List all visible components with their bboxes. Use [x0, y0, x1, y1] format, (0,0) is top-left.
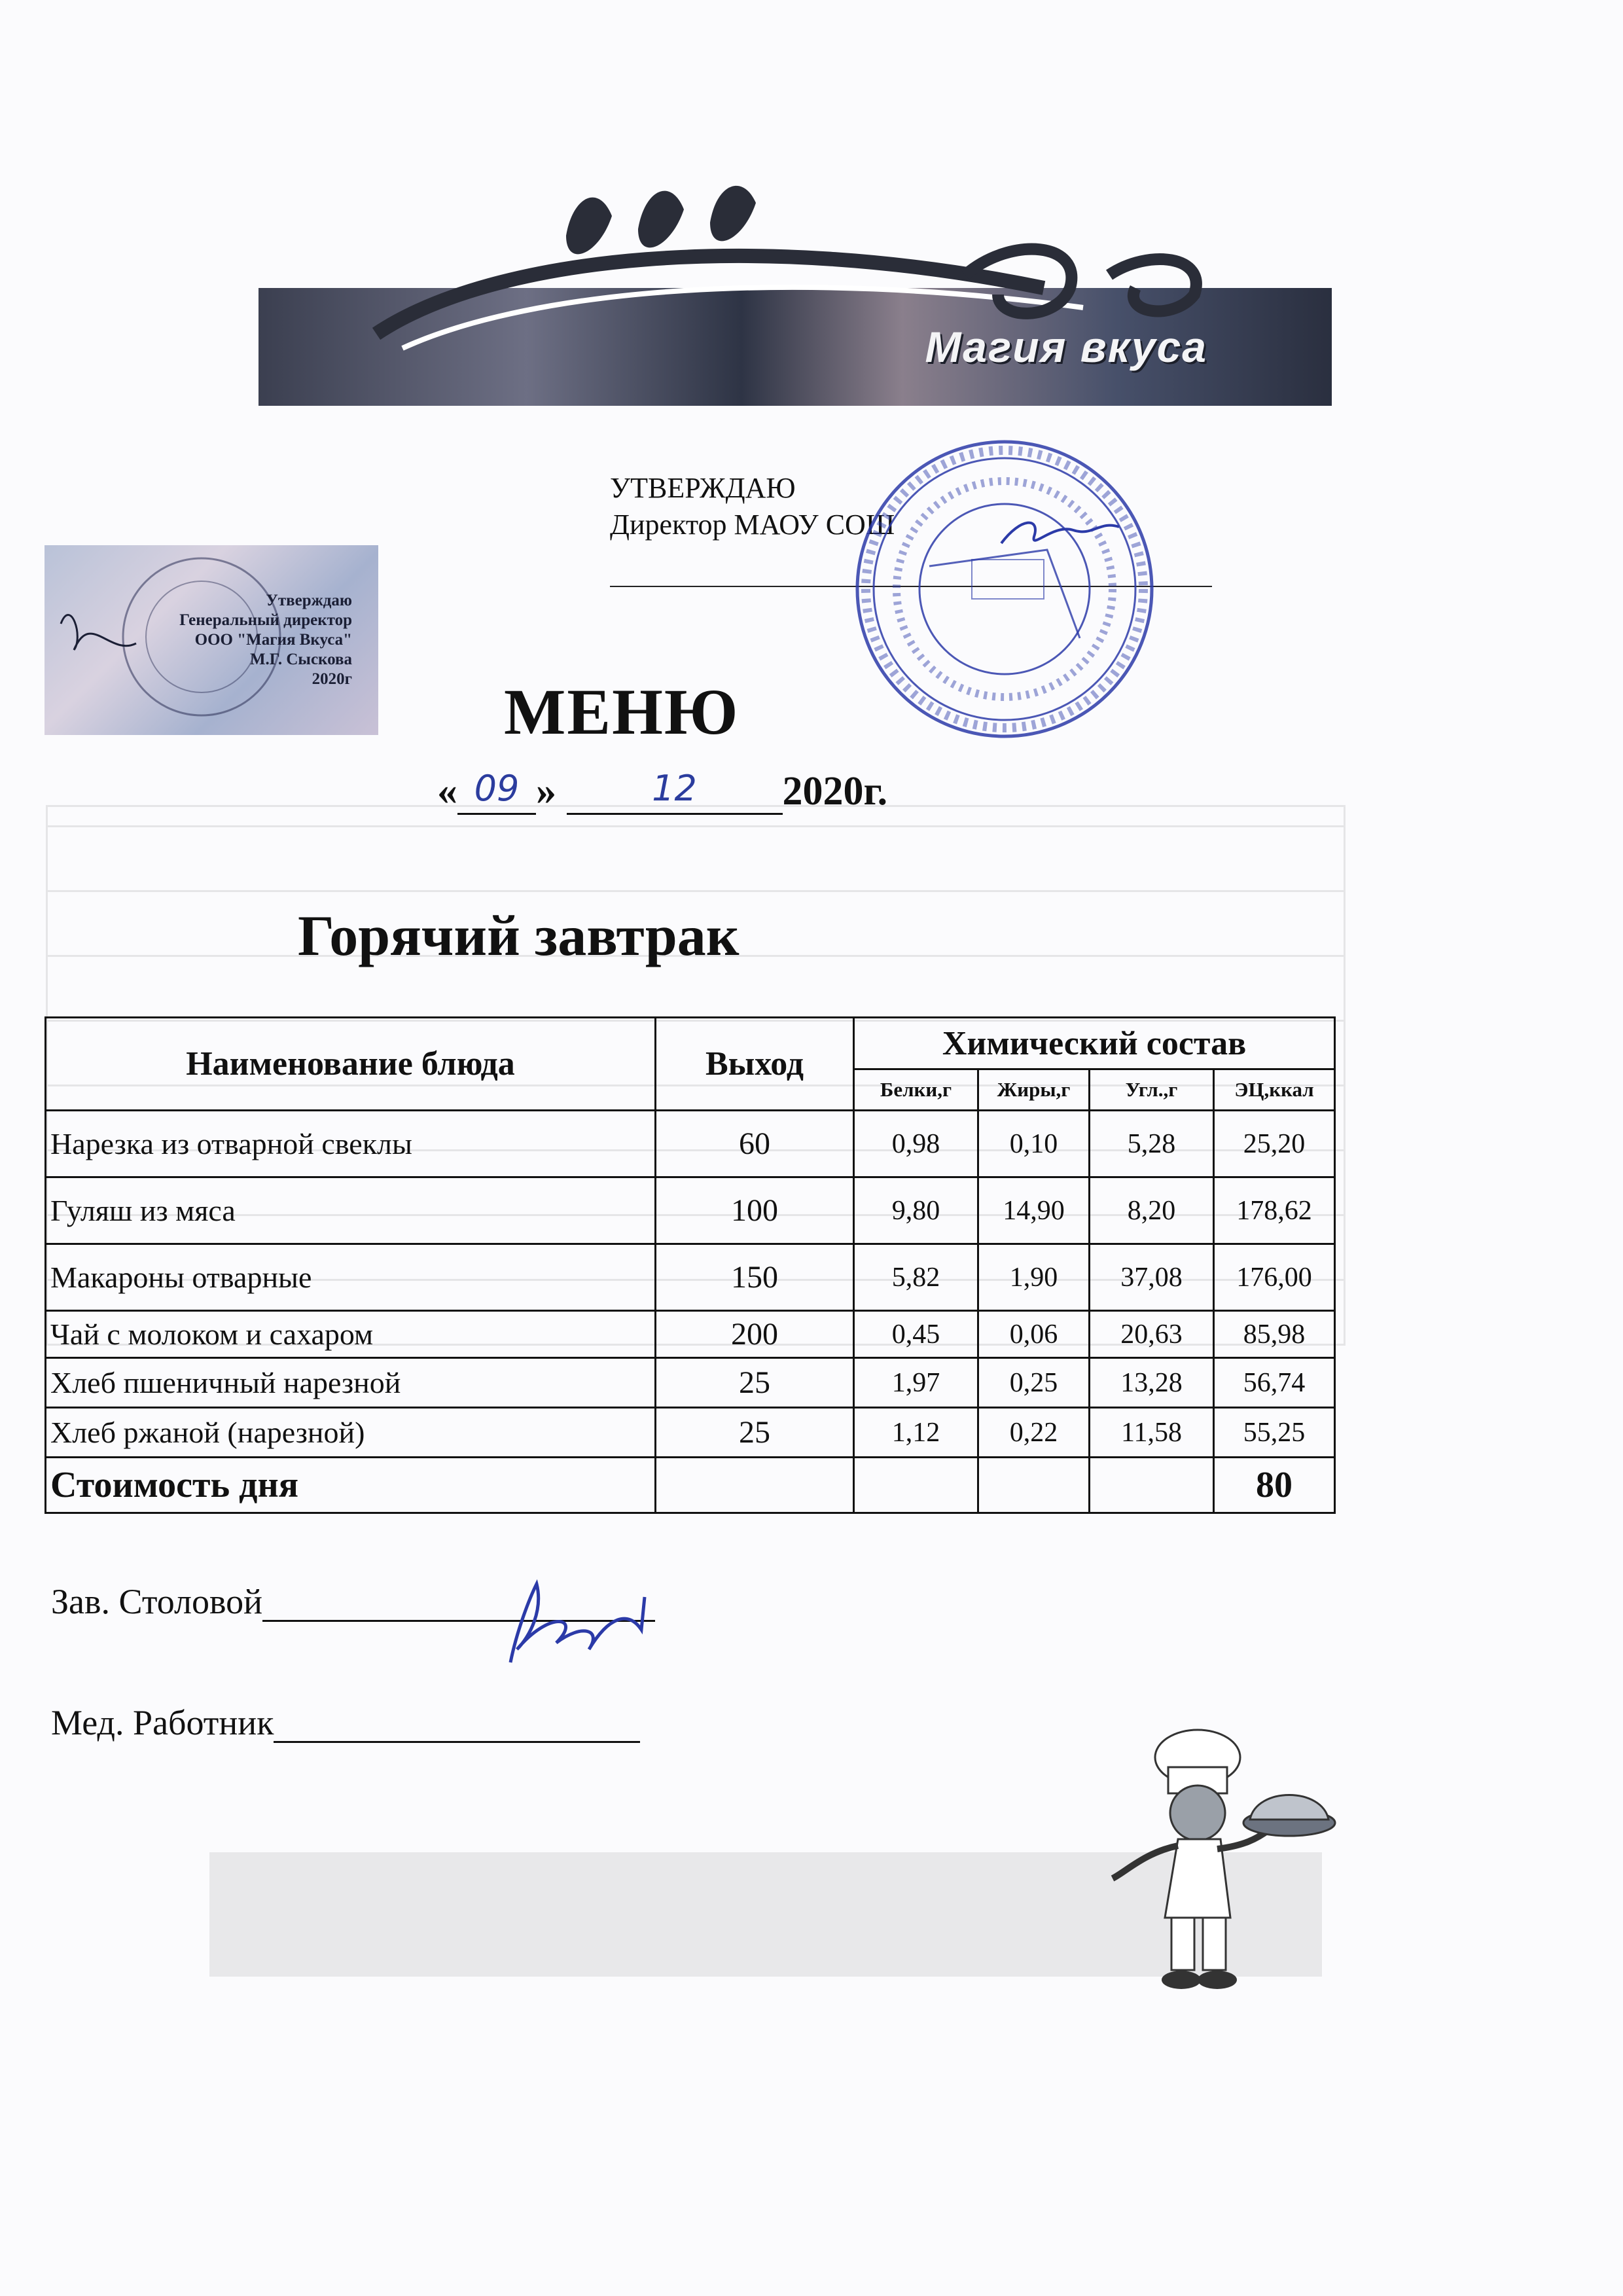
dish-protein: 0,98 [854, 1111, 978, 1177]
date-day: 09 [474, 768, 520, 809]
date-month: 12 [652, 768, 697, 809]
dish-protein: 9,80 [854, 1177, 978, 1244]
dish-output: 200 [656, 1311, 854, 1358]
company-approval-stamp [45, 545, 378, 735]
header-carb: Угл.,г [1090, 1069, 1214, 1111]
date-year: 2020г. [782, 769, 888, 814]
dish-fat: 0,06 [978, 1311, 1090, 1358]
dish-energy: 176,00 [1214, 1244, 1335, 1311]
header-fat: Жиры,г [978, 1069, 1090, 1111]
total-empty-cell [854, 1458, 978, 1513]
dish-protein: 5,82 [854, 1244, 978, 1311]
dish-name: Хлеб ржаной (нарезной) [46, 1408, 656, 1458]
header-energy: ЭЦ,ккал [1214, 1069, 1335, 1111]
header-chem: Химический состав [854, 1018, 1335, 1069]
total-empty-cell [978, 1458, 1090, 1513]
canteen-signature-icon [491, 1571, 661, 1676]
dish-name: Макароны отварные [46, 1244, 656, 1311]
table-row [46, 1311, 1335, 1358]
dish-protein: 1,97 [854, 1358, 978, 1408]
medic-label: Мед. Работник [51, 1703, 274, 1742]
date-month-slot [567, 766, 783, 815]
table-row [46, 1177, 1335, 1244]
logo-text: Магия вкуса [925, 323, 1207, 371]
table-row [46, 1244, 1335, 1311]
director-signature-icon [995, 511, 1126, 556]
dish-name: Гуляш из мяса [46, 1177, 656, 1244]
date-open-quote: « [437, 769, 457, 814]
stamp-line-5: 2020г [312, 670, 352, 688]
dish-name: Хлеб пшеничный нарезной [46, 1358, 656, 1408]
dish-energy: 25,20 [1214, 1111, 1335, 1177]
total-value: 80 [1214, 1458, 1335, 1513]
dish-carb: 8,20 [1090, 1177, 1214, 1244]
dish-name: Нарезка из отварной свеклы [46, 1111, 656, 1177]
stamp-line-4: М.Г. Сыскова [249, 651, 352, 668]
dish-fat: 0,22 [978, 1408, 1090, 1458]
dish-carb: 11,58 [1090, 1408, 1214, 1458]
table-row [46, 1358, 1335, 1408]
canteen-label: Зав. Столовой [51, 1582, 262, 1621]
header-protein: Белки,г [854, 1069, 978, 1111]
approve-position: Директор МАОУ СОШ [610, 509, 895, 541]
total-empty-cell [1090, 1458, 1214, 1513]
medic-signature-line [274, 1702, 640, 1743]
dish-fat: 14,90 [978, 1177, 1090, 1244]
dish-output: 150 [656, 1244, 854, 1311]
total-empty-cell [656, 1458, 854, 1513]
official-stamp-icon [851, 435, 1158, 743]
dish-energy: 55,25 [1214, 1408, 1335, 1458]
stamp-line-2: Генеральный директор [179, 611, 352, 629]
dish-output: 100 [656, 1177, 854, 1244]
header-dish-name: Наименование блюда [46, 1018, 656, 1111]
dish-protein: 0,45 [854, 1311, 978, 1358]
date-line [437, 766, 887, 815]
medic-signature-row [51, 1702, 640, 1743]
dish-output: 60 [656, 1111, 854, 1177]
dish-carb: 5,28 [1090, 1111, 1214, 1177]
dish-energy: 85,98 [1214, 1311, 1335, 1358]
total-row [46, 1458, 1335, 1513]
dish-output: 25 [656, 1408, 854, 1458]
table-row [46, 1111, 1335, 1177]
dish-name: Чай с молоком и сахаром [46, 1311, 656, 1358]
menu-title: МЕНЮ [504, 675, 740, 748]
dish-energy: 56,74 [1214, 1358, 1335, 1408]
meal-title: Горячий завтрак [298, 905, 740, 968]
dish-carb: 20,63 [1090, 1311, 1214, 1358]
dish-energy: 178,62 [1214, 1177, 1335, 1244]
stamp-line-3: ООО "Магия Вкуса" [194, 631, 352, 649]
table-row [46, 1408, 1335, 1458]
dish-protein: 1,12 [854, 1408, 978, 1458]
chef-illustration-icon [1106, 1721, 1342, 1996]
total-label: Стоимость дня [46, 1458, 656, 1513]
approve-heading: УТВЕРЖДАЮ [610, 472, 796, 504]
date-day-slot [457, 766, 536, 815]
stamp-line-1: Утверждаю [266, 592, 352, 609]
stamp-text [179, 591, 352, 689]
dish-output: 25 [656, 1358, 854, 1408]
dish-fat: 0,25 [978, 1358, 1090, 1408]
date-close-quote: » [536, 769, 556, 814]
dish-carb: 37,08 [1090, 1244, 1214, 1311]
dish-carb: 13,28 [1090, 1358, 1214, 1408]
logo-banner [259, 177, 1332, 406]
table-header-row [46, 1018, 1335, 1069]
menu-table [45, 1016, 1336, 1514]
dish-fat: 1,90 [978, 1244, 1090, 1311]
dish-fat: 0,10 [978, 1111, 1090, 1177]
header-output: Выход [656, 1018, 854, 1111]
